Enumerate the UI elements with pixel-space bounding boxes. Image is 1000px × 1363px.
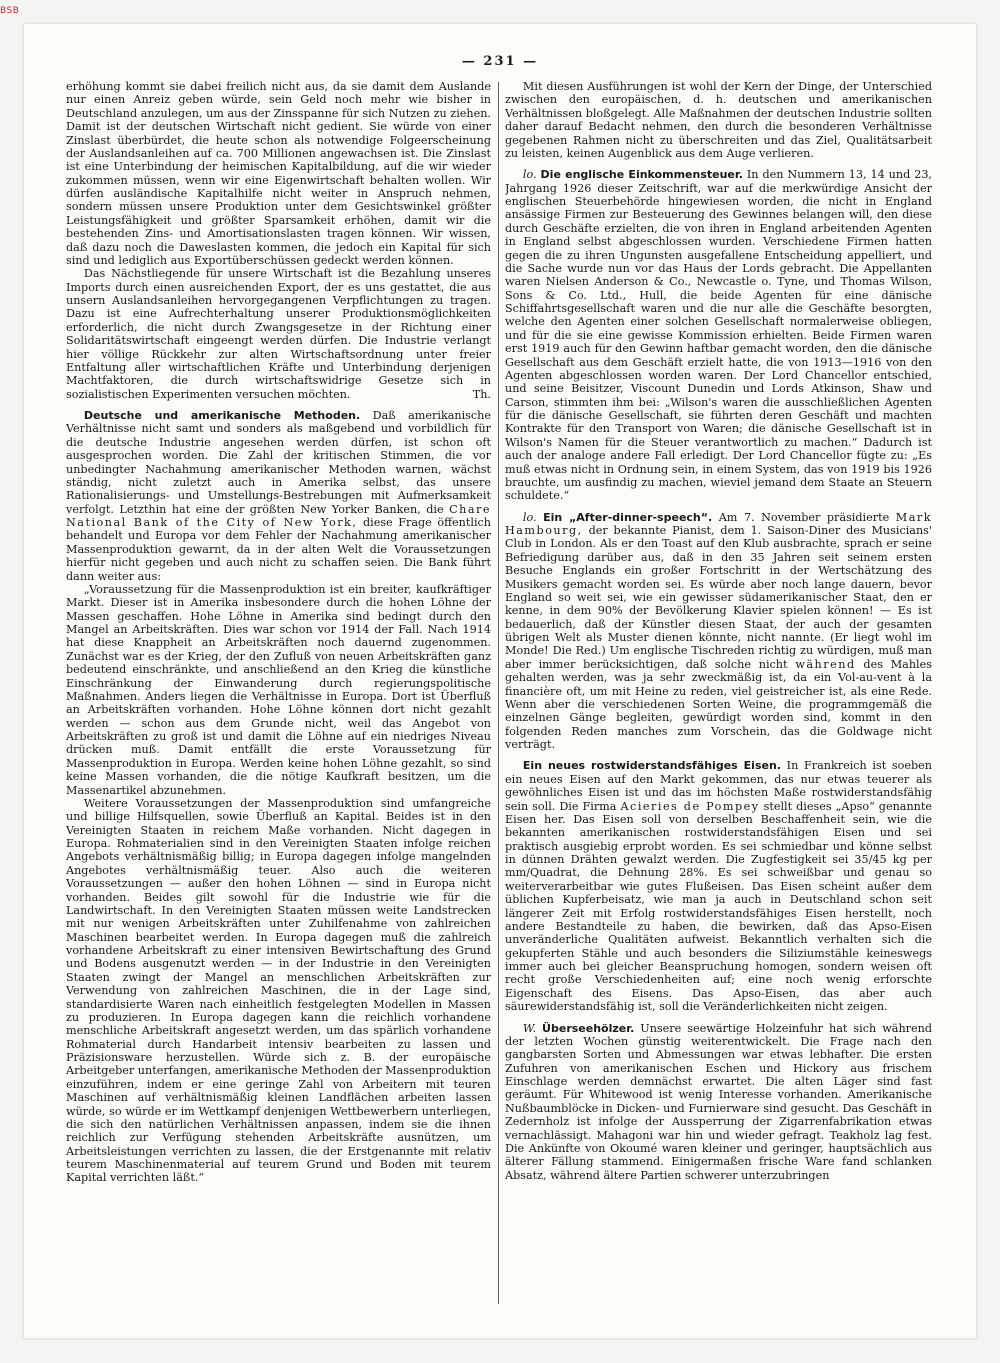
paragraph-text: Unsere seewärtige Holzeinfuhr hat sich während der letzten Wochen günstig weiterentwickelt. Die Frage nach den gangbarsten Sorten und Abmessungen war etwas lebhafter. Die ersten Zufuhren von amerikanischen Eschen und Hickory aus frischem Einschlage werden demnächst erwartet. Die alten Läger sind fast geräumt. Für Whitewood ist wenig Interesse vorhanden. Amerikanische Nußbaumblöcke in Dicken- und Furnierware sind gesucht. Das Geschäft in Zedernholz ist infolge der Aussperrung der Zigarrenfabrikation etwas vernachlässigt. Mahagoni war hin und wieder gefragt. Teakholz lag fest. Die Ankünfte von Okoumé waren kleiner und geringer, hauptsächlich aus älterer Fällung stammend. Einigermaßen frische Ware fand schlanken Absatz, während ältere Partien schwerer unterzubringen (505, 1021, 932, 1182)
paragraph: Weitere Voraussetzungen der Massenproduktion sind umfangreiche und billige Hilfsquellen, sowie Überfluß an Kapital. Beides ist in den Vereinigten Staaten in reichem Maße vorhanden. Nicht dagegen in Europa. Rohmaterialien sind in den Vereinigten Staaten infolge reichen Angebots verhältnismäßig billig; in Europa dagegen infolge mangelnden Angebotes verhältnismäßig teuer. Also auch die weiteren Voraussetzungen — außer den hohen Löhnen — sind in Europa nicht vorhanden. Beides gilt sowohl für die Industrie wie für die Landwirtschaft. In den Vereinigten Staaten müssen weite Landstrecken mit nur wenigen Arbeitskräften unter Zuhilfenahme von zahlreichen Maschinen bearbeitet werden. In Europa dagegen muß die zahlreich vorhandene Arbeitskraft zu einer intensiven Bewirtschaftung des Grund und Bodens ausgenutzt werden — in der Industrie in den Vereinigten Staaten zwingt der Mangel an menschlichen Arbeitskräften zur Verwendung von zahlreichen Maschinen, die in der Lage sind, standardisierte Waren nach einheitlich festgelegten Modellen in Massen zu produzieren. In Europa dagegen kann die reichlich vorhandene menschliche Arbeitskraft angesetzt werden, um das spärlich vorhandene Rohmaterial durch Handarbeit intensiv bearbeiten zu lassen und Präzisionsware herzustellen. Würde sich z. B. der europäische Arbeitgeber unterfangen, amerikanische Methoden der Massenproduktion einzuführen, indem er eine geringe Zahl von Arbeitern mit teuren Maschinen auf verhältnismäßig kleinen Landflächen arbeiten lassen würde, so würde er im Wettkampf denjenigen Wettbewerbern unterliegen, die sich den natürlichen Verhältnissen anpassen, indem sie die ihnen reichlich zur Verfügung stehenden Arbeitskräfte ausnützen, um Arbeitsleistungen verrichten zu lassen, die der Erstgenannte mit relativ teurem Maschinenmaterial auf teurem Grund und Boden mit teurem Kapital verrichten läßt.“ (66, 796, 491, 1185)
author-signature: lo. (522, 510, 537, 524)
emphasized-word: während (795, 657, 856, 671)
library-stamp: BSB (0, 6, 20, 16)
paragraph-text: Am 7. November präsidierte (718, 510, 890, 524)
column-divider (498, 82, 499, 1304)
author-signature: lo. (522, 168, 537, 182)
paragraph-text: Daß amerikanische Verhältnisse nicht samt und sonders als maßgebend und vorbildlich für die deutsche Industrie angesehen werden dürfen, ist schon oft ausgesprochen worden. Die Zahl der kritischen Stimmen, die vor unbedingter Nachahmung amerikanischer Methoden warnen, wächst ständig, nicht zuletzt auch in Amerika selbst, das unsere Rationalisierungs- und Umstellungs-Bestrebungen mit Aufmerksamkeit verfolgt. Letzthin hat eine der größten New Yorker Banken, die (66, 409, 491, 516)
firm-name: Acieries de Pompey (620, 799, 760, 813)
paragraph: Mit diesen Ausführungen ist wohl der Kern der Dinge, der Unterschied zwischen den europäischen, d. h. deutschen und amerikanischen Verhältnissen bloßgelegt. Alle Maßnahmen der deutschen Industrie sollten daher darauf Bedacht nehmen, den durch die besonderen Verhältnisse gegebenen Rahmen nicht zu überschreiten und das Ziel, Qualitätsarbeit zu leisten, keinen Augenblick aus dem Auge verlieren. (505, 80, 932, 160)
bank-name: Chare National Bank of the City of New York, (66, 502, 491, 529)
left-column (66, 80, 491, 1305)
article-heading: Die englische Einkommensteuer. (540, 168, 743, 182)
page-number: — 231 — (461, 54, 539, 69)
paragraph-text: der bekannte Pianist, dem 1. Saison-Diner des Musicians' Club in London. Als er den Toast auf den Klub ausbrachte, sprach er seine Befriedigung darüber aus, daß in den 35 Jahren seit seinem ersten Besuche Englands ein großer Fortschritt in der Wertschätzung des Musikers gemacht worden sei. Es würde aber noch lange dauern, bevor England so weit sei, wie ein gewisser südamerikanischer Staat, den er kenne, in dem 90% der Bevölkerung Klavier spielen können! — Es ist bedauerlich, daß der Künstler diesen Staat, der auch der gesamten übrigen Welt als Muster dienen könnte, nicht nannte. (Er liegt wohl im Monde! Die Red.) Um englische Tischreden richtig zu würdigen, muß man aber immer berücksichtigen, daß solche nicht (505, 524, 932, 671)
paragraph: erhöhung kommt sie dabei freilich nicht aus, da sie damit dem Auslande nur einen Anreiz geben würde, sein Geld noch mehr wie bisher in Deutschland anzulegen, um aus der Zinsspanne für sich Nutzen zu ziehen. Damit ist der deutschen Wirtschaft nicht gedient. Sie würde von einer Zinslast überbürdet, die heute schon als notwendige Folgeerscheinung der Auslandsanleihen auf ca. 700 Millionen angewachsen ist. Die Zinslast ist eine Unterbindung der heimischen Kapitalbildung, auf die wir wieder zukommen müssen, wenn wir eine Eigenwirtschaft behalten wollen. Wir dürfen ausländische Kapitalhilfe nicht weiter in Anspruch nehmen, sondern müssen unsere Produktion unter dem Gesichtswinkel größter Leistungsfähigkeit und größter Sparsamkeit erhöhen, damit wir die bestehenden Zins- und Amortisationslasten tragen können. Wir wissen, daß dazu noch die Daweslasten kommen, die jedoch ein Kapital für sich sind und lediglich aus Exportüberschüssen gedeckt werden können. (66, 80, 491, 267)
article-deutsche-methoden (66, 409, 491, 583)
paragraph-text: stellt dieses „Apso“ genannte Eisen her. Das Eisen soll von derselben Beschaffenheit sein, wie die bekannten amerikanischen rostwiderstandsfähigen Eisen und sei praktisch ausgiebig erprobt worden. Es sei schmiedbar und könne selbst in dünnen Drähten gewalzt werden. Die Zugfestigkeit sei 35/45 kg per mm/Quadrat, die Dehnung 28%. Es sei schweißbar und genau so weiterverarbeitbar wie gutes Flußeisen. Das Eisen scheint außer dem üblichen Kupferbeisatz, wie man ja auch in Deutschland schon seit längerer Zeit mit Erfolg rostwiderstandsfähiges Eisen herstellt, noch andere Bestandteile zu haben, die bewirken, daß das Apso-Eisen unveränderliche Qualitäten aufweist. Bekanntlich verhalten sich die gekupferten Stähle und auch besonders die Siliziumstähle keineswegs immer auch bei gleicher Beanspruchung homogen, sondern weisen oft recht große Verschiedenheiten auf; eine noch wenig erforschte Eigenschaft des Eisens. Das Apso-Eisen, das aber auch säurewiderstandsfähig ist, soll die Veränderlichkeiten nicht zeigen. (505, 799, 932, 1014)
article-heading: Ein neues rostwiderstandsfähiges Eisen. (522, 759, 781, 773)
paragraph-text: In Frankreich ist soeben ein neues Eisen auf den Markt gekommen, das nur etwas teuerer als gewöhnliches Eisen ist und das im höchsten Maße rostwiderstandsfähig sein soll. Die Firma (505, 759, 932, 813)
paragraph: „Voraussetzung für die Massenproduktion ist ein breiter, kaufkräftiger Markt. Dieser ist in Amerika insbesondere durch die hohen Löhne der Massen geschaffen. Hohe Löhne in Amerika sind bedingt durch den Mangel an Arbeitskräften. Dies war schon vor 1914 der Fall. Nach 1914 hat diese Knappheit an Arbeitskräften noch dauernd zugenommen. Zunächst war es der Krieg, der den Zufluß von neuen Arbeitskräften ganz bedeutend einschränkte, und anschließend an den Krieg die künstliche Einschränkung der Einwanderung durch regierungspolitische Maßnahmen. Anders liegen die Verhältnisse in Europa. Dort ist Überfluß an Arbeitskräften vorhanden. Hohe Löhne können dort nicht gezahlt werden — schon aus dem Grunde nicht, weil das Angebot von Arbeitskräften zu groß ist und damit die Löhne auf ein niedriges Niveau drücken muß. Damit entfällt die erste Voraussetzung für Massenproduktion in Europa. Werden keine hohen Löhne gezahlt, so sind keine Massen vorhanden, die die nötige Kaufkraft besitzen, um die Massenartikel abzunehmen. (66, 582, 491, 797)
person-name: Mark Hambourg, (505, 510, 932, 537)
right-column (505, 80, 932, 1305)
article-heading: Überseehölzer. (542, 1021, 635, 1035)
paragraph-text: In den Nummern 13, 14 und 23, Jahrgang 1926 dieser Zeitschrift, war auf die merkwürdige Ansicht der englischen Steuerbehörde hingewiesen worden, die nicht in England ansässige Firmen zur Besteuerung des Gewinnes belangen will, den diese durch Geschäfte erzielten, die von ihren in England arbeitenden Agenten in England selbst abgeschlossen wurden. Verschiedene Firmen hatten gegen die zu ihren Ungunsten ausgefallene Entscheidung appelliert, und die Sache wurde nun vor das Haus der Lords gebracht. Die Appellanten waren Nielsen Anderson & Co., Newcastle o. Tyne, und Thomas Wilson, Sons & Co. Ltd., Hull, die beide Agenten für eine dänische Schiffahrtsgesellschaft waren und die nur alle die Geschäfte besorgten, welche den Agenten einer solchen Gesellschaft normalerweise obliegen, und für die sie eine gewisse Kommission erhielten. Beide Firmen waren erst 1919 auch für den Gewinn haftbar gemacht worden, den die dänische Gesellschaft aus dem Geschäft erzielt hatte, die von 1913—1916 von den Agenten abgeschlossen worden waren. Der Lord Chancellor entschied, und seine Beisitzer, Viscount Dunedin und Lords Atkinson, Shaw und Carson, stimmten ihm bei: „Wilson's waren die ausschließlichen Agenten für die dänische Gesellschaft, sie führten deren Geschäft und machten Kontrakte für den Transport von Waren; die dänische Gesellschaft ist in Wilson's Namen für die Steuer verantwortlich zu machen.“ Dadurch ist auch der analoge andere Fall erledigt. Der Lord Chancellor fügte zu: „Es muß etwas nicht in Ordnung sein, in einem System, das von 1919 bis 1926 brauchte, um ausfindig zu machen, wieviel jemand dem Staate an Steuern schuldete.“ (505, 168, 932, 503)
article-heading: Ein „After-dinner-speech“. (543, 510, 713, 524)
author-signature: W. (522, 1021, 537, 1035)
paragraph-text: Das Nächstliegende für unsere Wirtschaft ist die Bezahlung unseres Imports durch einen ausreichenden Export, der es uns gestattet, die aus unsern Auslandsanleihen hervorgegangenen Verpflichtungen zu tragen. Dazu ist eine Aufrechterhaltung unserer Produktionsmöglichkeiten erforderlich, die nicht durch Zwangsgesetze in der Richtung einer Solidaritätswirtschaft eingeengt werden dürfen. Die Industrie verlangt hier völlige Rückkehr zur alten Wirtschaftsordnung unter freier Entfaltung aller wirtschaftlichen Kräfte und Unterbindung derjenigen Machtfaktoren, die durch wirtschaftswidrige Gesetze sich in sozialistischen Experimenten versuchen möchten. (66, 267, 491, 401)
author-signature: Th. (472, 387, 491, 401)
article-ueberseehoelzer (505, 1022, 932, 1183)
paragraph (66, 267, 491, 401)
article-rostwiderstandsfaehiges-eisen (505, 759, 932, 1013)
article-heading: Deutsche und amerikanische Methoden. (83, 409, 361, 422)
paragraph-text: des Mahles gehalten werden, was ja sehr zweckmäßig ist, da ein Vol-au-vent à la financière oft, um mit Heine zu reden, viel geistreicher ist, als eine Rede. Wenn aber die verschiedenen Sorten Weine, die programmgemäß die einzelnen Gänge begleiten, gewürdigt worden sind, kommt in den folgenden Reden manches zum Vorschein, das die Goldwage nicht verträgt. (505, 657, 932, 751)
paragraph-text: diese Frage öffentlich behandelt und Europa vor dem Fehler der Nachahmung amerikanischer Massenproduktion gewarnt, da in der alten Welt die Voraussetzungen hierfür nicht gegeben und auch nicht zu schaffen seien. Die Bank führt dann weiter aus: (66, 516, 491, 583)
article-after-dinner-speech (505, 511, 932, 752)
article-englische-einkommensteuer (505, 168, 932, 502)
